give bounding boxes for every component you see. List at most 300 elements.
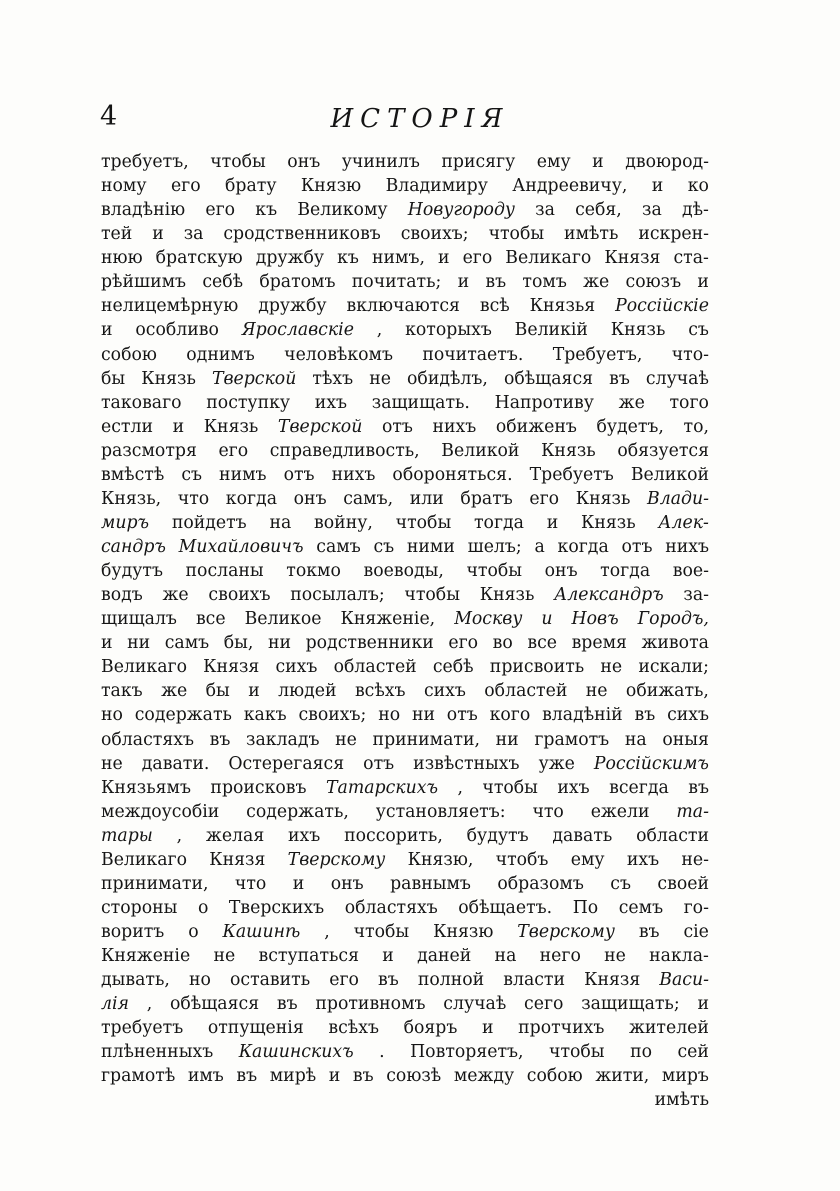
word: не — [369, 368, 391, 389]
word: и — [481, 1018, 494, 1039]
word: ними — [406, 537, 455, 557]
word: въ — [276, 994, 298, 1015]
word: поссорить, — [344, 825, 443, 846]
word: Князь — [575, 488, 631, 509]
word: всѣ — [479, 296, 510, 317]
word: извѣстныхъ — [413, 753, 520, 774]
word: уже — [538, 753, 575, 774]
word: союзъ — [625, 272, 682, 293]
word: обидѣлъ, — [407, 368, 488, 389]
word: между — [453, 1066, 515, 1087]
italic-word: Новугороду — [407, 200, 515, 221]
word: Великому — [297, 200, 388, 221]
text-line — [101, 1064, 709, 1088]
text-line — [101, 583, 709, 607]
word: не — [600, 657, 623, 678]
word: что — [234, 873, 267, 894]
word: принимати, — [372, 729, 480, 750]
italic-word: Россійскіе — [615, 296, 709, 317]
word: Князя — [203, 657, 260, 678]
word: и — [248, 681, 260, 702]
word: происковъ — [210, 777, 307, 798]
word: равнымъ — [390, 873, 471, 894]
word: обѣщаяся — [503, 368, 594, 389]
word: чтобы — [482, 777, 538, 798]
word: вое- — [672, 561, 709, 582]
word: Великаго — [101, 657, 187, 678]
word: и — [651, 176, 664, 197]
word: ихъ — [626, 849, 660, 870]
word: го- — [683, 897, 709, 918]
text-line — [101, 944, 709, 968]
word: въ — [236, 1066, 258, 1087]
word: съ — [688, 320, 709, 341]
word: Князь — [141, 368, 196, 389]
word: нихъ — [665, 537, 709, 557]
word: Великій — [514, 320, 588, 341]
word: будутъ — [466, 825, 529, 846]
word: Княженіе — [101, 946, 191, 967]
word: закладъ — [246, 729, 320, 750]
word: особливо — [135, 320, 219, 341]
word: не — [585, 681, 608, 702]
word: въ — [688, 777, 709, 798]
word: его — [170, 176, 201, 197]
word: Князю — [433, 922, 494, 942]
word: въ — [485, 272, 507, 293]
word: тогда — [473, 512, 524, 533]
word: принимати, — [101, 873, 209, 894]
word: въ — [378, 970, 399, 991]
word: , — [176, 825, 183, 846]
word: воритъ — [101, 922, 165, 942]
word: всѣхъ — [328, 1018, 379, 1039]
word: разсмотря — [101, 440, 197, 461]
italic-word: Васи- — [659, 970, 709, 991]
word: включаются — [346, 296, 460, 317]
word: ни — [127, 633, 151, 654]
word: же — [162, 585, 189, 606]
word: семъ — [618, 897, 664, 918]
word: за — [642, 200, 662, 221]
word: во — [492, 633, 513, 654]
word: . — [379, 1042, 385, 1063]
word: чтобы — [549, 1042, 605, 1063]
word: дружбу — [258, 296, 327, 317]
word: дѣ- — [681, 200, 709, 221]
word: или — [409, 488, 444, 509]
word: отъ — [446, 705, 478, 726]
word: людей — [278, 681, 337, 702]
word: нюю — [101, 248, 143, 269]
word: бы — [101, 368, 126, 389]
word: за- — [683, 585, 709, 606]
word: сихъ — [423, 681, 466, 702]
text-line — [101, 487, 709, 511]
word: чтобы — [466, 561, 523, 582]
word: не — [101, 753, 123, 774]
word: тогда — [600, 561, 651, 582]
word: посланы — [185, 561, 264, 582]
text-line — [101, 198, 709, 222]
text-line — [101, 968, 709, 992]
italic-word: Алек- — [658, 512, 709, 533]
word: мирѣ — [269, 1066, 317, 1087]
word: двоюрод- — [625, 152, 709, 172]
word: того — [669, 392, 709, 413]
word: же — [583, 272, 610, 293]
word: обѣщаетъ. — [458, 897, 553, 918]
word: все — [195, 609, 226, 630]
word: и — [101, 633, 113, 654]
word: искали; — [638, 657, 709, 678]
word: областяхъ — [344, 897, 438, 918]
word: братъ — [460, 488, 513, 509]
word: будутъ — [101, 561, 163, 582]
word: Великаго — [505, 248, 592, 269]
word: содержать — [134, 705, 232, 726]
word: областей — [484, 681, 568, 702]
word: Тверскихъ — [228, 897, 325, 918]
word: присвоить — [489, 657, 585, 678]
word: Повторяетъ, — [410, 1042, 524, 1063]
word: къ — [255, 200, 278, 221]
word: но — [378, 705, 401, 726]
word: будетъ, — [596, 416, 664, 437]
word: искрен- — [638, 224, 709, 245]
text-line — [101, 631, 709, 655]
word: токмо — [286, 561, 341, 582]
word: давать — [552, 825, 613, 846]
italic-word: Тверской — [277, 416, 363, 437]
word: на — [494, 946, 517, 967]
italic-word: Москву — [454, 609, 523, 630]
word: Князь, — [101, 488, 162, 509]
word: въ — [638, 922, 660, 942]
italic-word: Ярославскіе — [241, 320, 354, 341]
page-number: 4 — [100, 101, 118, 132]
word: власти — [503, 970, 566, 991]
word: его — [529, 488, 560, 509]
italic-word: Влади- — [647, 488, 709, 509]
word: накла- — [649, 946, 709, 967]
word: и — [437, 248, 450, 269]
word: братомъ — [259, 272, 336, 293]
word: полной — [417, 970, 485, 991]
word: ни — [495, 729, 519, 750]
word: щищалъ — [101, 609, 177, 630]
word: чтобъ — [495, 849, 549, 870]
word: образомъ — [497, 873, 584, 894]
text-line — [101, 559, 709, 583]
word: Князь — [541, 440, 596, 461]
word: войну, — [314, 512, 373, 533]
word: миръ — [661, 1066, 709, 1087]
word: въ — [634, 705, 656, 726]
word: живота — [641, 633, 709, 654]
word: его — [329, 970, 359, 991]
word: Андреевичу, — [512, 176, 628, 197]
word: какъ — [243, 705, 287, 726]
italic-word: миръ — [101, 512, 150, 533]
word: чтобы — [353, 922, 410, 942]
italic-word: Татарскихъ — [326, 777, 438, 798]
word: сего — [524, 994, 564, 1015]
word: нимъ — [219, 464, 267, 485]
word: почитать; — [351, 272, 442, 293]
word: установляетъ: — [375, 801, 506, 822]
text-line — [101, 824, 709, 848]
word: онъ — [544, 561, 578, 582]
word: вмѣстѣ — [101, 464, 165, 485]
word: обиженъ — [495, 416, 577, 437]
word: Князя — [209, 849, 266, 870]
word: Великаго — [101, 849, 187, 870]
word: и — [292, 873, 305, 894]
text-line — [101, 246, 709, 270]
word: обороняться. — [392, 464, 513, 485]
word: онъ — [293, 488, 327, 509]
word: присягу — [441, 152, 516, 172]
word: такъ — [101, 681, 143, 702]
text-line — [101, 607, 709, 631]
word: то, — [683, 416, 709, 437]
word: пойдетъ — [171, 512, 247, 533]
word: , — [146, 994, 153, 1015]
word: Великой — [630, 464, 709, 485]
word: сіе — [683, 922, 709, 942]
word: и — [152, 224, 164, 245]
word: отпущенія — [207, 1018, 304, 1039]
word: естли — [101, 416, 153, 437]
word: справедливость, — [269, 440, 420, 461]
word: о — [188, 922, 199, 942]
italic-word: Городъ, — [637, 609, 709, 630]
word: По — [572, 897, 599, 918]
word: самъ — [316, 537, 361, 557]
word: же — [161, 681, 188, 702]
word: въ — [209, 729, 231, 750]
word: не — [604, 946, 626, 967]
text-line — [101, 270, 709, 294]
text-line — [101, 703, 709, 727]
word: своихъ; — [400, 224, 469, 245]
word: и — [328, 1066, 341, 1087]
word: ихъ — [314, 392, 348, 413]
word: что — [177, 488, 210, 509]
word: всѣхъ — [354, 681, 406, 702]
word: воеводы, — [363, 561, 444, 582]
word: Князь — [581, 512, 636, 533]
italic-word: лія — [101, 994, 129, 1015]
word: брату — [225, 176, 277, 197]
word: , — [457, 777, 463, 798]
word: междоусобіи — [101, 801, 220, 822]
word: къ — [337, 248, 359, 269]
word: случаѣ — [645, 368, 709, 389]
word: на — [624, 729, 647, 750]
text-line — [101, 535, 709, 559]
word: ихъ — [288, 825, 321, 846]
word: Князя — [584, 970, 641, 991]
word: Князь — [479, 585, 535, 606]
text-line — [101, 848, 709, 872]
word: и — [382, 946, 394, 967]
word: время — [571, 633, 627, 654]
word: протчихъ — [518, 1018, 605, 1039]
text-line — [101, 439, 709, 463]
word: и — [697, 272, 709, 293]
word: его — [218, 440, 249, 461]
word: дружбу — [255, 248, 325, 269]
word: съ — [181, 464, 202, 485]
word: Напротиву — [494, 392, 594, 413]
text-line — [101, 391, 709, 415]
word: Князю — [300, 176, 362, 197]
word: себя, — [575, 200, 622, 221]
word: тѣхъ — [312, 368, 354, 389]
word: отъ — [621, 537, 653, 557]
word: за — [535, 200, 555, 221]
catchword: имѣть — [654, 1090, 709, 1111]
word: съ — [610, 873, 631, 894]
word: онъ — [287, 152, 321, 172]
word: своей — [657, 873, 709, 894]
word: когда — [557, 537, 609, 557]
text-line — [101, 150, 709, 174]
text-line — [101, 1016, 709, 1040]
word: себѣ — [432, 657, 474, 678]
word: все — [527, 633, 557, 654]
word: на — [269, 512, 292, 533]
word: Великой — [441, 440, 520, 461]
word: Князя — [604, 248, 661, 269]
word: требуетъ — [101, 1018, 184, 1039]
word: ему — [536, 152, 571, 172]
word: и — [697, 994, 709, 1015]
word: имъ — [187, 1066, 224, 1087]
word: которыхъ — [405, 320, 492, 341]
word: случаѣ — [443, 994, 507, 1015]
word: его — [448, 633, 479, 654]
word: Остерегаяся — [228, 753, 345, 774]
italic-word: Тверскому — [287, 849, 386, 870]
word: таковаго — [101, 392, 182, 413]
word: дывать, — [101, 970, 170, 991]
word: за — [183, 224, 204, 245]
word: даней — [417, 946, 472, 967]
word: водъ — [101, 585, 143, 606]
word: поступку — [206, 392, 291, 413]
word: кого — [489, 705, 531, 726]
word: однимъ — [186, 344, 255, 365]
word: чтобы — [395, 512, 452, 533]
word: , — [324, 922, 330, 942]
word: нелицемѣрную — [101, 296, 239, 317]
text-line — [101, 728, 709, 752]
word: сихъ — [667, 705, 709, 726]
text-line — [101, 1040, 709, 1064]
text-line — [101, 318, 709, 342]
word: его — [205, 200, 236, 221]
word: сихъ — [275, 657, 318, 678]
word: отъ — [363, 753, 395, 774]
text-line — [101, 752, 709, 776]
word: самъ, — [343, 488, 394, 509]
word: нимъ, — [371, 248, 425, 269]
word: когда — [225, 488, 277, 509]
running-head: ИСТОРІЯ — [330, 104, 510, 134]
word: что — [532, 801, 564, 822]
word: Князь — [203, 416, 259, 437]
italic-word: Кашинскихъ — [238, 1042, 354, 1063]
italic-word: Россійскимъ — [593, 753, 709, 774]
word: вступаться — [258, 946, 359, 967]
text-line — [101, 920, 709, 944]
text-line — [101, 294, 709, 318]
italic-word: тары — [101, 825, 153, 846]
word: же — [618, 392, 645, 413]
word: не — [335, 729, 357, 750]
word: тей — [101, 224, 133, 245]
word: и — [546, 512, 559, 533]
text-line — [101, 463, 709, 487]
word: грамотъ — [534, 729, 610, 750]
word: областяхъ — [101, 729, 194, 750]
word: ста- — [673, 248, 709, 269]
word: Князья — [529, 296, 596, 317]
italic-word: Кашинѣ — [222, 922, 301, 942]
word: обижать, — [625, 681, 709, 702]
word: учинилъ — [341, 152, 420, 172]
word: Князю, — [407, 849, 474, 870]
word: союзѣ — [386, 1066, 442, 1087]
word: томъ — [522, 272, 567, 293]
word: посылалъ; — [290, 585, 385, 606]
word: бы — [205, 681, 230, 702]
word: области — [636, 825, 709, 846]
word: своихъ; — [298, 705, 367, 726]
text-line — [101, 655, 709, 679]
word: братскую — [155, 248, 243, 269]
text-line — [101, 992, 709, 1016]
word: онъ — [330, 873, 364, 894]
word: въ — [352, 1066, 374, 1087]
text-line — [101, 679, 709, 703]
word: нихъ — [331, 464, 376, 485]
word: защищать; — [581, 994, 680, 1015]
word: чтобы — [404, 585, 460, 606]
word: шелъ; — [467, 537, 522, 557]
word: ко — [687, 176, 709, 197]
word: жити, — [595, 1066, 650, 1087]
word: не — [213, 946, 236, 967]
word: съ — [373, 537, 395, 557]
word: ихъ — [557, 777, 590, 798]
word: Великое — [244, 609, 322, 630]
word: требуетъ, — [101, 152, 189, 172]
word: желая — [205, 825, 265, 846]
word: жителей — [629, 1018, 709, 1039]
word: него — [539, 946, 581, 967]
text-line — [101, 800, 709, 824]
italic-word: Михайловичъ — [178, 537, 304, 557]
word: по — [630, 1042, 652, 1063]
word: ежели — [590, 801, 650, 822]
word: почитаетъ. — [422, 344, 524, 365]
word: ни — [267, 633, 292, 654]
word: нихъ — [432, 416, 477, 437]
